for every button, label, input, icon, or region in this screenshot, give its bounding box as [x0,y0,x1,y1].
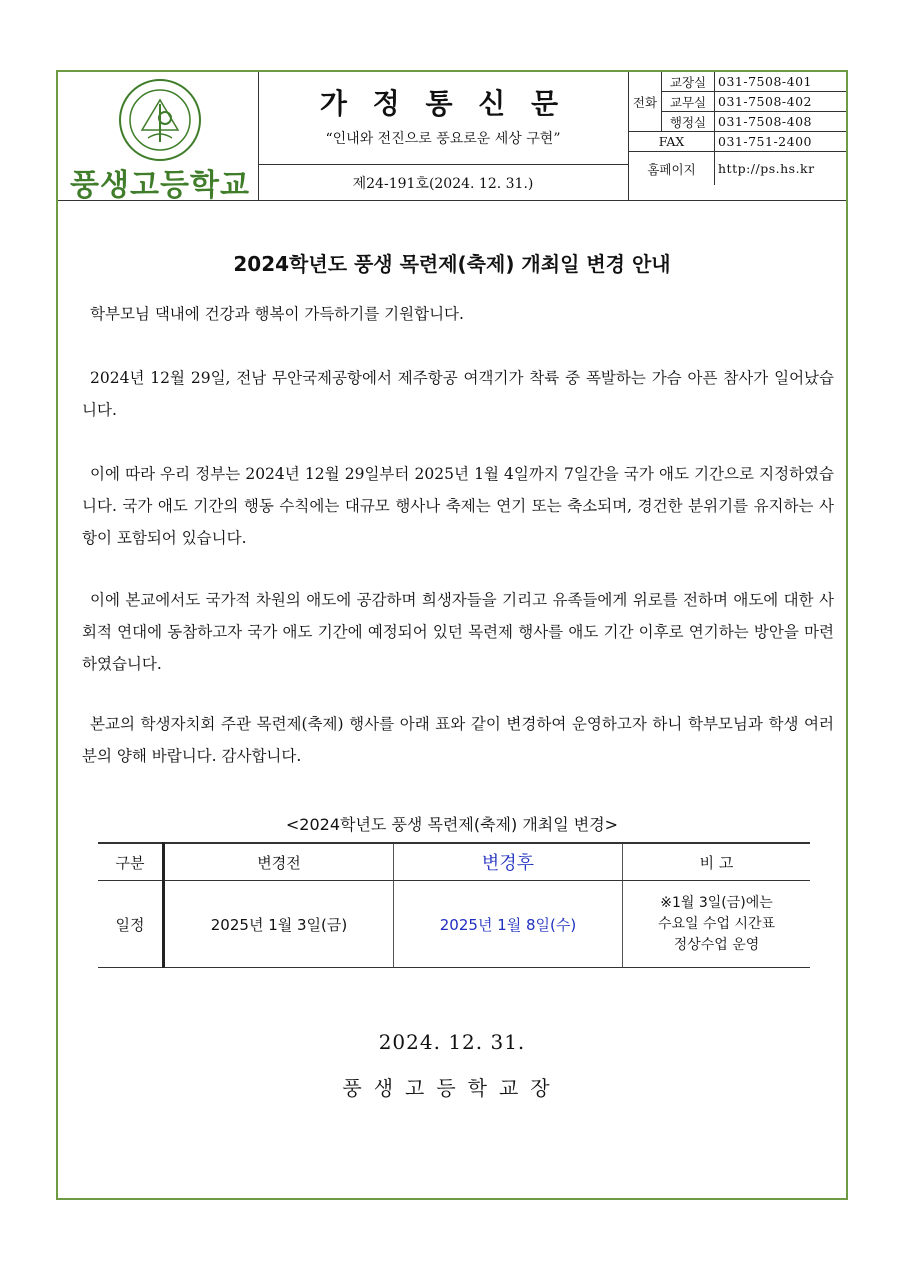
row-note [623,881,811,968]
note-line: 수요일 수업 시간표 [657,915,776,932]
school-emblem-icon [118,78,202,162]
issue-number: 제24-191호(2024. 12. 31.) [352,176,534,192]
postponement-paragraph: 이에 본교에서도 국가적 차원의 애도에 공감하며 희생자들을 기리고 유족들에게 위로를 전하며 애도에 대한 사회적 연대에 동참하고자 국가 애도 기간에 예정되어 있던 목련제 행사를 애도 기간 이후로 연기하는 방안을 마련하였습니다. [82,591,834,673]
phone-number: 031-7508-402 [715,92,847,112]
fax-label: FAX [629,132,715,152]
dept-label: 교무실 [662,92,715,112]
dept-label: 행정실 [662,112,715,132]
schedule-change-table [98,842,810,968]
header-before: 변경전 [164,843,394,881]
title-cell [258,72,629,165]
newsletter-title: 가 정 통 신 문 [319,87,567,120]
table-caption: <2024학년도 풍생 목련제(축제) 개최일 변경> [285,815,619,834]
dept-label: 교장실 [662,72,715,92]
note-line: 정상수업 운영 [673,936,760,953]
note-line: ※1월 3일(금)에는 [660,894,773,911]
fax-number: 031-751-2400 [715,132,847,152]
incident-paragraph: 2024년 12월 29일, 전남 무안국제공항에서 제주항공 여객기가 착륙 중 폭발하는 가슴 아픈 참사가 일어났습니다. [82,369,834,419]
school-logo-cell [58,72,259,203]
phone-number: 031-7508-401 [715,72,847,92]
contact-table [628,72,846,185]
header-note: 비 고 [623,843,811,881]
date-before: 2025년 1월 3일(금) [164,881,394,968]
header-category: 구분 [98,843,164,881]
contact-info [628,72,846,200]
date-after: 2025년 1월 8일(수) [394,881,623,968]
document-title: 2024학년도 풍생 목련제(축제) 개최일 변경 안내 [233,252,671,276]
closing-paragraph: 본교의 학생자치회 주관 목련제(축제) 행사를 아래 표와 같이 변경하여 운영하고자 하니 학부모님과 학생 여러분의 양해 바랍니다. 감사합니다. [82,715,834,765]
table-row [98,881,810,968]
greeting-paragraph: 학부모님 댁내에 건강과 행복이 가득하기를 기원합니다. [90,305,464,323]
letterhead [58,72,846,201]
row-category: 일정 [98,881,164,968]
homepage-link[interactable]: http://ps.hs.kr [715,152,847,186]
signer: 풍생고등학교장 [342,1076,562,1100]
homepage-label: 홈페이지 [629,152,715,186]
issue-cell [258,164,629,200]
newsletter-frame [56,70,848,1200]
phone-number: 031-7508-408 [715,112,847,132]
issue-date: 2024. 12. 31. [378,1030,526,1054]
school-motto: “인내와 전진으로 풍요로운 세상 구현” [325,131,561,147]
school-name-logo: 풍생고등학교 [70,168,250,203]
mourning-period-paragraph: 이에 따라 우리 정부는 2024년 12월 29일부터 2025년 1월 4일까지 7일간을 국가 애도 기간으로 지정하였습니다. 국가 애도 기간의 행동 수칙에는 대규모 행사나 축제는 연기 또는 축소되며, 경건한 분위기를 유지하는 사항이 포함되어 있습니다. [82,465,834,547]
header-after: 변경후 [394,843,623,881]
phone-label: 전화 [629,72,662,132]
table-header-row [98,843,810,881]
